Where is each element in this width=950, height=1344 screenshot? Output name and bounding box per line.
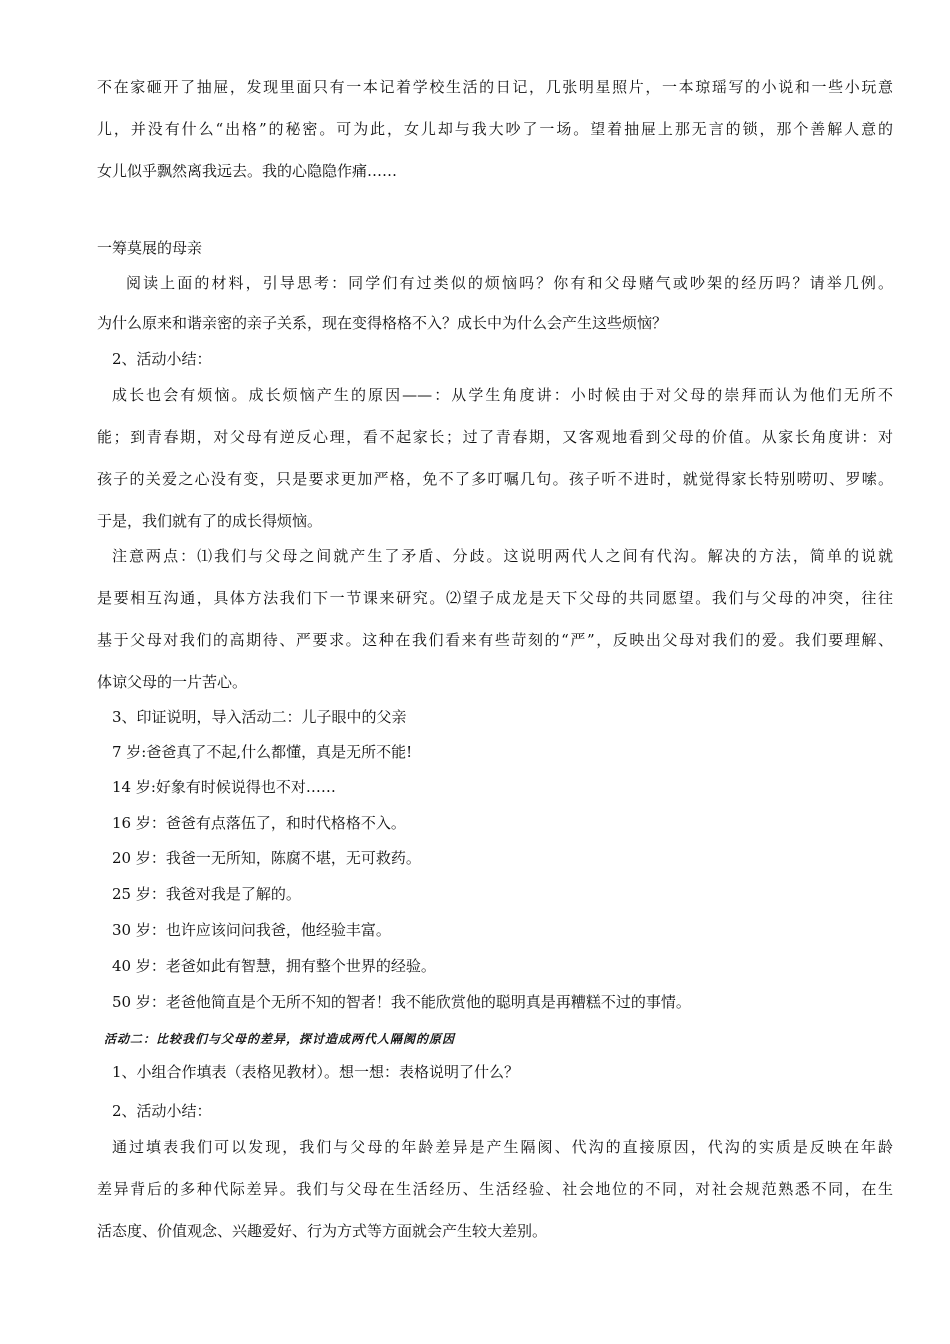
notes-line-3: 基于父母对我们的高期待、严要求。这种在我们看来有些苛刻的“严”，反映出父母对我们的爱。我们要理解、	[97, 631, 893, 649]
notes-line-2: 是要相互沟通，具体方法我们下一节课来研究。⑵望子成龙是天下父母的共同愿望。我们与父母的冲突，往往	[97, 589, 893, 607]
summary1-heading: 2、活动小结：	[112, 350, 212, 368]
intro-line-2: 儿，并没有什么“出格”的秘密。可为此，女儿却与我大吵了一场。望着抽屉上那无言的锁，那个善解人意的	[97, 120, 893, 138]
intro-line-3: 女儿似乎飘然离我远去。我的心隐隐作痛……	[97, 162, 398, 180]
signature: 一筹莫展的母亲	[97, 239, 203, 257]
activity2-summary-line-3: 活态度、价值观念、兴趣爱好、行为方式等方面就会产生较大差别。	[97, 1222, 548, 1240]
notes-line-1: 注意两点：⑴我们与父母之间就产生了矛盾、分歧。这说明两代人之间有代沟。解决的方法，简单的说就	[112, 547, 893, 565]
activity2-title: 活动二：比较我们与父母的差异，探讨造成两代人隔阂的原因	[104, 1032, 456, 1046]
activity2-step1: 1、小组合作填表（表格见教材）。想一想：表格说明了什么？	[112, 1063, 520, 1081]
intro-line-1: 不在家砸开了抽屉，发现里面只有一本记着学校生活的日记，几张明星照片，一本琼瑶写的小说和一些小玩意	[97, 78, 893, 96]
summary1-line-4: 于是，我们就有了的成长得烦恼。	[97, 512, 323, 530]
guide-line-1: 阅读上面的材料，引导思考：同学们有过类似的烦恼吗？你有和父母赌气或吵架的经历吗？请举几例。	[126, 274, 893, 292]
age-item: 30 岁：也许应该问问我爸，他经验丰富。	[112, 921, 391, 939]
summary1-line-3: 孩子的关爱之心没有变，只是要求更加严格，免不了多叮嘱几句。孩子听不进时，就觉得家长特别唠叨、罗嗦。	[97, 470, 893, 488]
activity2-summary-line-2: 差异背后的多种代际差异。我们与父母在生活经历、生活经验、社会地位的不同，对社会规范熟悉不同，在生	[97, 1180, 893, 1198]
activity2-summary-heading: 2、活动小结：	[112, 1102, 212, 1120]
summary1-line-2: 能；到青春期，对父母有逆反心理，看不起家长；过了青春期，又客观地看到父母的价值。从家长角度讲：对	[97, 428, 893, 446]
age-item: 20 岁：我爸一无所知，陈腐不堪，无可救药。	[112, 849, 421, 867]
age-item: 40 岁：老爸如此有智慧，拥有整个世界的经验。	[112, 957, 436, 975]
age-item: 50 岁：老爸他简直是个无所不知的智者！我不能欣赏他的聪明真是再糟糕不过的事情。	[112, 993, 691, 1011]
age-item: 7 岁:爸爸真了不起,什么都懂，真是无所不能!	[112, 743, 413, 761]
age-item: 25 岁：我爸对我是了解的。	[112, 885, 301, 903]
guide-line-2: 为什么原来和谐亲密的亲子关系，现在变得格格不入？成长中为什么会产生这些烦恼？	[97, 314, 668, 332]
activity-intro: 3、印证说明，导入活动二：儿子眼中的父亲	[112, 708, 407, 726]
activity2-summary-line-1: 通过填表我们可以发现，我们与父母的年龄差异是产生隔阂、代沟的直接原因，代沟的实质是反映在年龄	[112, 1138, 893, 1156]
age-item: 14 岁:好象有时候说得也不对……	[112, 778, 336, 796]
summary1-line-1: 成长也会有烦恼。成长烦恼产生的原因——：从学生角度讲：小时候由于对父母的崇拜而认为他们无所不	[112, 386, 893, 404]
age-item: 16 岁：爸爸有点落伍了，和时代格格不入。	[112, 814, 406, 832]
notes-line-4: 体谅父母的一片苦心。	[97, 673, 248, 691]
